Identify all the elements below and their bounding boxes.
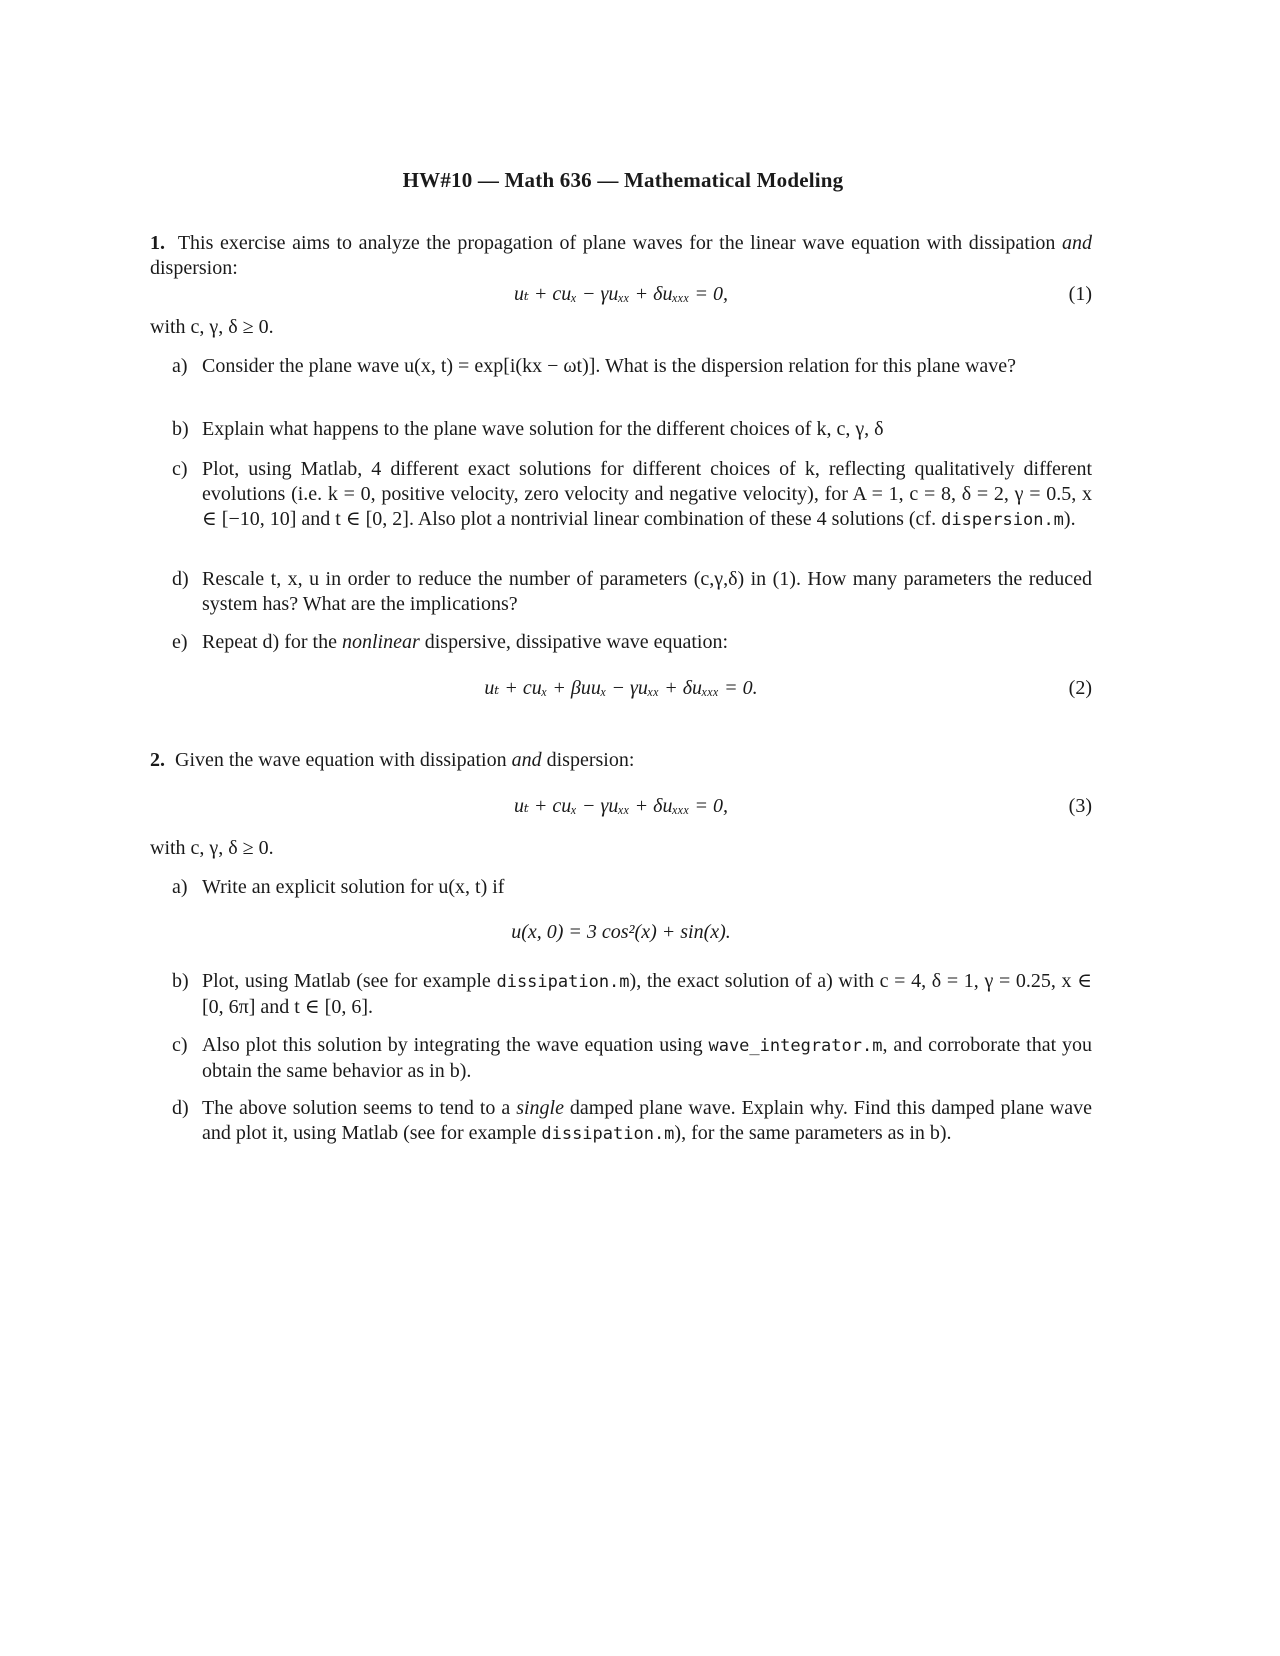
item-text-a: Also plot this solution by integrating the wave equation using [202, 1034, 703, 1056]
initial-condition-body: u(x, 0) = 3 cos²(x) + sin(x). [511, 921, 731, 943]
code-filename: dissipation.m [496, 972, 630, 992]
problem-1-item-d [172, 567, 1092, 617]
item-emphasis: nonlinear [341, 631, 420, 653]
equation-2-number: (2) [1068, 677, 1092, 699]
problem-2-intro-text-b: dispersion: [546, 749, 635, 771]
problem-1-intro-text-b: dispersion: [150, 257, 238, 279]
problem-2-item-d [172, 1096, 1092, 1147]
item-text-b: dispersive, dissipative wave equation: [424, 631, 728, 653]
code-filename: dispersion.m [941, 510, 1064, 530]
item-label: c) [172, 458, 188, 480]
problem-1-item-e [172, 630, 1092, 655]
item-text-b: , and corroborate that you obtain the same behavior as in b). [202, 1034, 1092, 1082]
problem-2-item-a [172, 875, 1092, 900]
item-label: b) [172, 970, 189, 992]
problem-2-conditions: with c, γ, δ ≥ 0. [150, 837, 274, 859]
item-text: Rescale t, x, u in order to reduce the number of parameters (c,γ,δ) in (1). How many parameters the reduced system has? What are the implications? [202, 568, 1092, 615]
item-label: d) [172, 568, 189, 590]
page-title: HW#10 — Math 636 — Mathematical Modeling [402, 168, 844, 192]
initial-condition-equation [150, 918, 1092, 946]
equation-2-body: uₜ + cuₓ + βuuₓ − γuₓₓ + δuₓₓₓ = 0. [484, 677, 758, 699]
equation-1-body: uₜ + cuₓ − γuₓₓ + δuₓₓₓ = 0, [513, 283, 729, 305]
item-text-a: The above solution seems to tend to a [202, 1097, 511, 1119]
item-label: c) [172, 1034, 188, 1056]
item-text-b: ). [1063, 508, 1076, 530]
item-text-a: Plot, using Matlab, 4 different exact solutions for different choices of k, reflecting qualitatively different evolutions (i.e. k = 0, positive velocity, zero velocity and negative velocity), for A = 1, c = 8, δ = 2, γ = 0.5, x ∈ [−10, 10] and t ∈ [0, 2]. Also plot a nontrivial linear combination of these 4 solutions (cf. [202, 458, 1092, 530]
item-label: b) [172, 418, 189, 440]
item-text-b: ), the exact solution of a) with c = 4, δ = 1, γ = 0.25, x ∈ [0, 6π] and t ∈ [0, 6]. [202, 970, 1093, 1018]
equation-1 [150, 280, 1092, 308]
problem-1-intro-text-a: This exercise aims to analyze the propagation of plane waves for the linear wave equation with dissipation [177, 232, 1056, 254]
problem-1-item-b [172, 417, 1092, 442]
item-label: a) [172, 355, 188, 377]
problem-2-intro-and: and [511, 749, 542, 771]
problem-1-intro [150, 231, 1092, 281]
problem-1-item-c [172, 457, 1092, 533]
equation-3 [150, 792, 1092, 820]
item-text: Explain what happens to the plane wave solution for the different choices of k, c, γ, δ [202, 418, 884, 440]
item-text: Consider the plane wave u(x, t) = exp[i(kx − ωt)]. What is the dispersion relation for this plane wave? [202, 355, 1017, 377]
problem-2-intro-text-a: Given the wave equation with dissipation [175, 749, 507, 771]
problem-2-item-b [172, 969, 1092, 1020]
item-text [202, 1033, 1092, 1084]
item-text [202, 969, 1092, 1020]
problem-2-number: 2. [150, 749, 165, 771]
item-text-c: ), for the same parameters as in b). [674, 1122, 952, 1144]
equation-2 [150, 674, 1092, 702]
item-text-b: damped plane wave. Explain why. Find this damped plane wave and plot it, using Matlab (see for example [202, 1097, 1093, 1144]
item-label: d) [172, 1097, 189, 1119]
problem-1-item-a [172, 354, 1092, 379]
problem-2-intro [150, 748, 1092, 773]
item-text [202, 630, 1092, 655]
item-emphasis: single [516, 1097, 564, 1119]
item-text [202, 457, 1092, 533]
problem-1-number: 1. [150, 232, 165, 254]
item-text: Write an explicit solution for u(x, t) if [202, 876, 505, 898]
equation-3-number: (3) [1068, 795, 1092, 817]
item-text-a: Repeat d) for the [202, 631, 337, 653]
problem-1-intro-and: and [1062, 232, 1093, 254]
item-label: a) [172, 876, 188, 898]
item-label: e) [172, 631, 188, 653]
code-filename: dissipation.m [541, 1124, 675, 1144]
item-text-a: Plot, using Matlab (see for example [202, 970, 491, 992]
problem-1-conditions: with c, γ, δ ≥ 0. [150, 316, 274, 338]
equation-1-number: (1) [1068, 283, 1092, 305]
equation-3-body: uₜ + cuₓ − γuₓₓ + δuₓₓₓ = 0, [513, 795, 729, 817]
item-text [202, 1096, 1092, 1147]
code-filename: wave_integrator.m [708, 1036, 883, 1056]
problem-2-item-c [172, 1033, 1092, 1084]
